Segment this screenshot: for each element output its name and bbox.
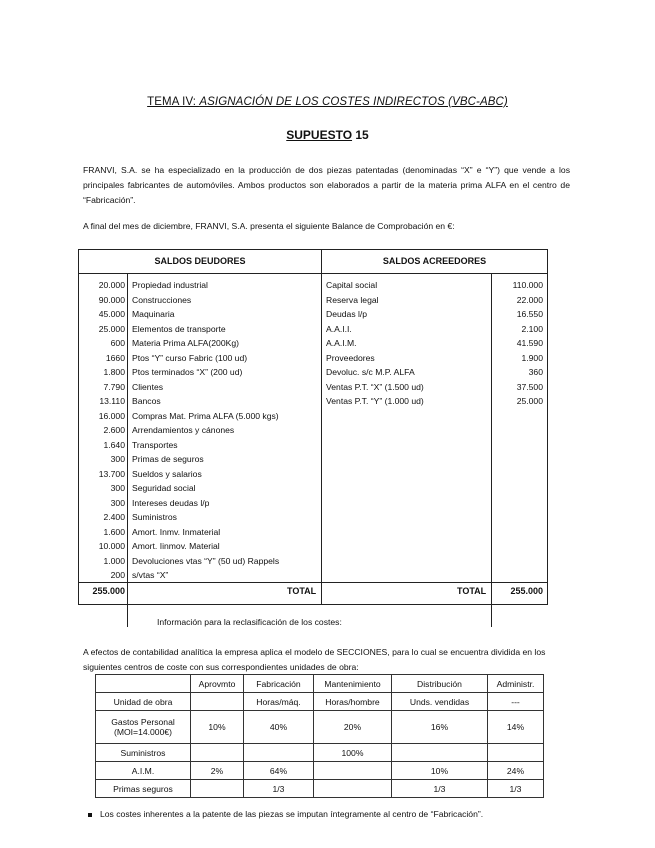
- info-heading: Información para la reclasificación de los costes:: [157, 617, 342, 627]
- sections-cell: [314, 780, 392, 798]
- title-topic: ASIGNACIÓN DE LOS COSTES INDIRECTOS (VBC-ABC): [199, 96, 508, 108]
- credit-amount: 41.590: [516, 338, 543, 348]
- debit-amount: 600: [110, 338, 125, 348]
- sections-row: [96, 762, 544, 780]
- intro-paragraph: FRANVI, S.A. se ha especializado en la producción de dos piezas patentadas (denominadas “X” e “Y”) que vende a los principales fabricantes de automóviles. Ambos productos son elaborados a partir de la materia prima ALFA en el centro de “Fabricación”.: [83, 165, 570, 205]
- credit-amount: 16.550: [516, 309, 543, 319]
- balance-table: [78, 249, 548, 605]
- debit-concept: Ptos terminados “X” (200 ud): [132, 367, 243, 377]
- debit-concept: Seguridad social: [132, 483, 196, 493]
- debit-amount: 300: [110, 454, 125, 464]
- debit-concept: Amort. Iinmov. Material: [132, 541, 220, 551]
- supuesto-label: SUPUESTO: [286, 128, 353, 142]
- debit-amount: 13.110: [99, 396, 125, 406]
- sections-cell: Horas/máq.: [244, 693, 314, 711]
- sections-cell: 40%: [244, 711, 314, 744]
- credit-header: SALDOS ACREEDORES: [322, 250, 547, 274]
- debit-amount: 1.800: [103, 367, 125, 377]
- sections-header-cell: Aprovmto: [191, 675, 244, 693]
- sections-row: [96, 744, 544, 762]
- credit-concept: Devoluc. s/c M.P. ALFA: [326, 367, 415, 377]
- debit-amount: 2.400: [103, 512, 125, 522]
- sections-paragraph: A efectos de contabilidad analítica la empresa aplica el modelo de SECCIONES, para lo cual se encuentra dividida en los siguientes centros de coste con sus correspondientes unidades de obra:: [83, 647, 546, 672]
- sections-row: [96, 693, 544, 711]
- sections-cell: ---: [488, 693, 544, 711]
- balance-intro: A final del mes de diciembre, FRANVI, S.A. presenta el siguiente Balance de Comprobación en €:: [83, 221, 455, 231]
- sections-cell: 16%: [392, 711, 488, 744]
- bullet-note: [88, 809, 483, 819]
- debit-concept: Sueldos y salarios: [132, 468, 202, 479]
- sections-cell: Horas/hombre: [314, 693, 392, 711]
- debit-amount: 1.000: [103, 555, 125, 566]
- credit-concept: Deudas l/p: [326, 309, 368, 319]
- debit-concept: Transportes: [132, 439, 178, 450]
- title-prefix: TEMA IV:: [147, 96, 200, 108]
- credit-concepts-column: [326, 278, 486, 409]
- debit-amount: 200: [110, 570, 125, 580]
- debit-amount: 13.700: [98, 468, 125, 479]
- debit-concept: Arrendamientos y cánones: [132, 425, 235, 435]
- sections-row: [96, 780, 544, 798]
- sections-header-cell: Fabricación: [244, 675, 314, 693]
- page-title: [0, 96, 655, 108]
- sections-header-cell: Mantenimiento: [314, 675, 392, 693]
- debit-total: 255.000: [92, 586, 125, 596]
- credit-amount: 110.000: [512, 280, 543, 290]
- sections-cell: [191, 780, 244, 798]
- debit-total-label: TOTAL: [287, 586, 317, 596]
- debit-amount: 25.000: [98, 323, 125, 334]
- sections-cell: 100%: [314, 744, 392, 762]
- debit-amount: 2.600: [103, 425, 125, 435]
- sections-cell: 20%: [314, 711, 392, 744]
- debit-amount: 7.790: [103, 381, 125, 392]
- sections-cell: [488, 744, 544, 762]
- credit-amount: 22.000: [516, 294, 543, 305]
- credit-concept: A.A.I.M.: [326, 338, 357, 348]
- credit-amounts-column: [493, 278, 543, 409]
- sections-cell: [392, 744, 488, 762]
- debit-amounts-column: [81, 278, 125, 583]
- debit-concept: Devoluciones vtas “Y” (50 ud) Rappels: [132, 555, 280, 566]
- supuesto-number: 15: [352, 128, 369, 142]
- sections-header-cell: Administr.: [488, 675, 544, 693]
- sections-cell: Gastos Personal (MOI=14.000€): [96, 711, 191, 744]
- sections-cell: Primas seguros: [96, 780, 191, 798]
- credit-concept: Ventas P.T. “X” (1.500 ud): [326, 381, 424, 392]
- debit-concept: Bancos: [132, 396, 161, 406]
- bullet-icon: [88, 813, 92, 817]
- sections-cell: [191, 693, 244, 711]
- credit-total: 255.000: [510, 586, 543, 596]
- credit-amount: 1.900: [521, 352, 543, 363]
- debit-concept: Intereses deudas l/p: [132, 497, 210, 508]
- debit-concepts-column: [132, 278, 320, 583]
- supuesto-heading: [0, 128, 655, 142]
- debit-amount: 45.000: [98, 309, 125, 319]
- debit-concept: Amort. Inmv. Inmaterial: [132, 526, 221, 537]
- sections-header-row: [96, 675, 544, 693]
- sections-cell: 2%: [191, 762, 244, 780]
- credit-total-label: TOTAL: [457, 586, 487, 596]
- credit-amount: 25.000: [516, 396, 543, 406]
- sections-row: [96, 711, 544, 744]
- debit-amount: 16.000: [98, 410, 125, 421]
- sections-table: [95, 674, 544, 798]
- debit-amount: 90.000: [98, 294, 125, 305]
- debit-header: SALDOS DEUDORES: [79, 250, 321, 274]
- debit-concept: Primas de seguros: [132, 454, 204, 464]
- sections-cell: Suministros: [96, 744, 191, 762]
- credit-concept: Proveedores: [326, 352, 375, 363]
- debit-amount: 1.640: [103, 439, 125, 450]
- debit-concept: Materia Prima ALFA(200Kg): [132, 338, 239, 348]
- debit-concept: Elementos de transporte: [132, 323, 226, 334]
- debit-amount: 300: [110, 497, 125, 508]
- sections-cell: Unds. vendidas: [392, 693, 488, 711]
- sections-cell: 1/3: [244, 780, 314, 798]
- credit-concept: Reserva legal: [326, 294, 379, 305]
- debit-concept: Ptos “Y” curso Fabric (100 ud): [132, 352, 248, 363]
- credit-amount: 360: [528, 367, 543, 377]
- sections-cell: 1/3: [392, 780, 488, 798]
- credit-concept: Capital social: [326, 280, 378, 290]
- debit-amount: 1660: [105, 352, 125, 363]
- sections-cell: 10%: [191, 711, 244, 744]
- sections-cell: A.I.M.: [96, 762, 191, 780]
- debit-amount: 300: [110, 483, 125, 493]
- debit-amount: 20.000: [98, 280, 125, 290]
- credit-concept: Ventas P.T. “Y” (1.000 ud): [326, 396, 424, 406]
- sections-cell: 64%: [244, 762, 314, 780]
- debit-concept: Construcciones: [132, 294, 192, 305]
- debit-concept: Suministros: [132, 512, 177, 522]
- sections-cell: Unidad de obra: [96, 693, 191, 711]
- sections-cell: 24%: [488, 762, 544, 780]
- sections-cell: [191, 744, 244, 762]
- sections-cell: 14%: [488, 711, 544, 744]
- credit-amount: 2.100: [521, 323, 543, 334]
- debit-amount: 10.000: [98, 541, 125, 551]
- sections-cell: 10%: [392, 762, 488, 780]
- sections-cell: [314, 762, 392, 780]
- sections-header-cell: Distribución: [392, 675, 488, 693]
- sections-cell: 1/3: [488, 780, 544, 798]
- credit-concept: A.A.I.I.: [326, 323, 352, 334]
- debit-concept: Propiedad industrial: [132, 280, 208, 290]
- bullet-text: Los costes inherentes a la patente de las piezas se imputan íntegramente al centro de “Fabricación”.: [100, 809, 484, 819]
- credit-amount: 37.500: [516, 381, 543, 392]
- sections-header-cell: [96, 675, 191, 693]
- debit-concept: Compras Mat. Prima ALFA (5.000 kgs): [132, 410, 279, 421]
- debit-concept: Maquinaria: [132, 309, 175, 319]
- debit-concept: s/vtas “X”: [132, 570, 169, 580]
- debit-amount: 1.600: [103, 526, 125, 537]
- debit-concept: Clientes: [132, 381, 164, 392]
- sections-cell: [244, 744, 314, 762]
